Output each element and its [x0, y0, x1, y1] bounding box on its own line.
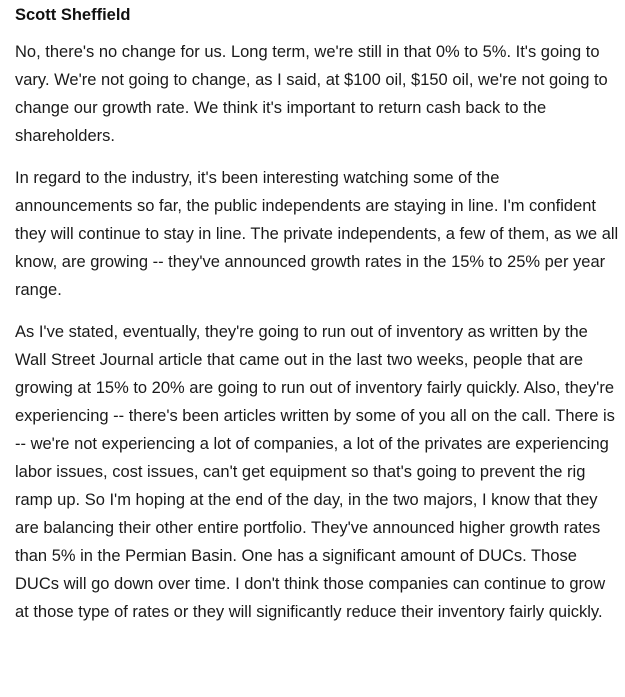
transcript-paragraph-3: As I've stated, eventually, they're going to run out of inventory as written by the Wall Street Journal article that came out in the last two weeks, people that are growing at 15% to 20% are going to run out of inventory fairly quickly. Also, they're experiencing -- there's been articles written by some of you all on the call. There is -- we're not experiencing a lot of companies, a lot of the privates are experiencing labor issues, cost issues, can't get equipment so that's going to prevent the rig ramp up. So I'm hoping at the end of the day, in the two majors, I know that they are balancing their other entire portfolio. They've announced higher growth rates than 5% in the Permian Basin. One has a significant amount of DUCs. Those DUCs will go down over time. I don't think those companies can continue to grow at those type of rates or they will significantly reduce their inventory fairly quickly. [15, 323, 615, 621]
speaker-name: Scott Sheffield [15, 6, 131, 24]
transcript-paragraph-2: In regard to the industry, it's been interesting watching some of the announcements so far, the public independents are staying in line. I'm confident they will continue to stay in line. The private independents, a few of them, as we all know, are growing -- they've announced growth rates in the 15% to 25% per year range. [15, 169, 619, 299]
transcript-paragraph-1: No, there's no change for us. Long term, we're still in that 0% to 5%. It's going to vary. We're not going to change, as I said, at $100 oil, $150 oil, we're not going to change our growth rate. We think it's important to return cash back to the shareholders. [15, 43, 608, 145]
